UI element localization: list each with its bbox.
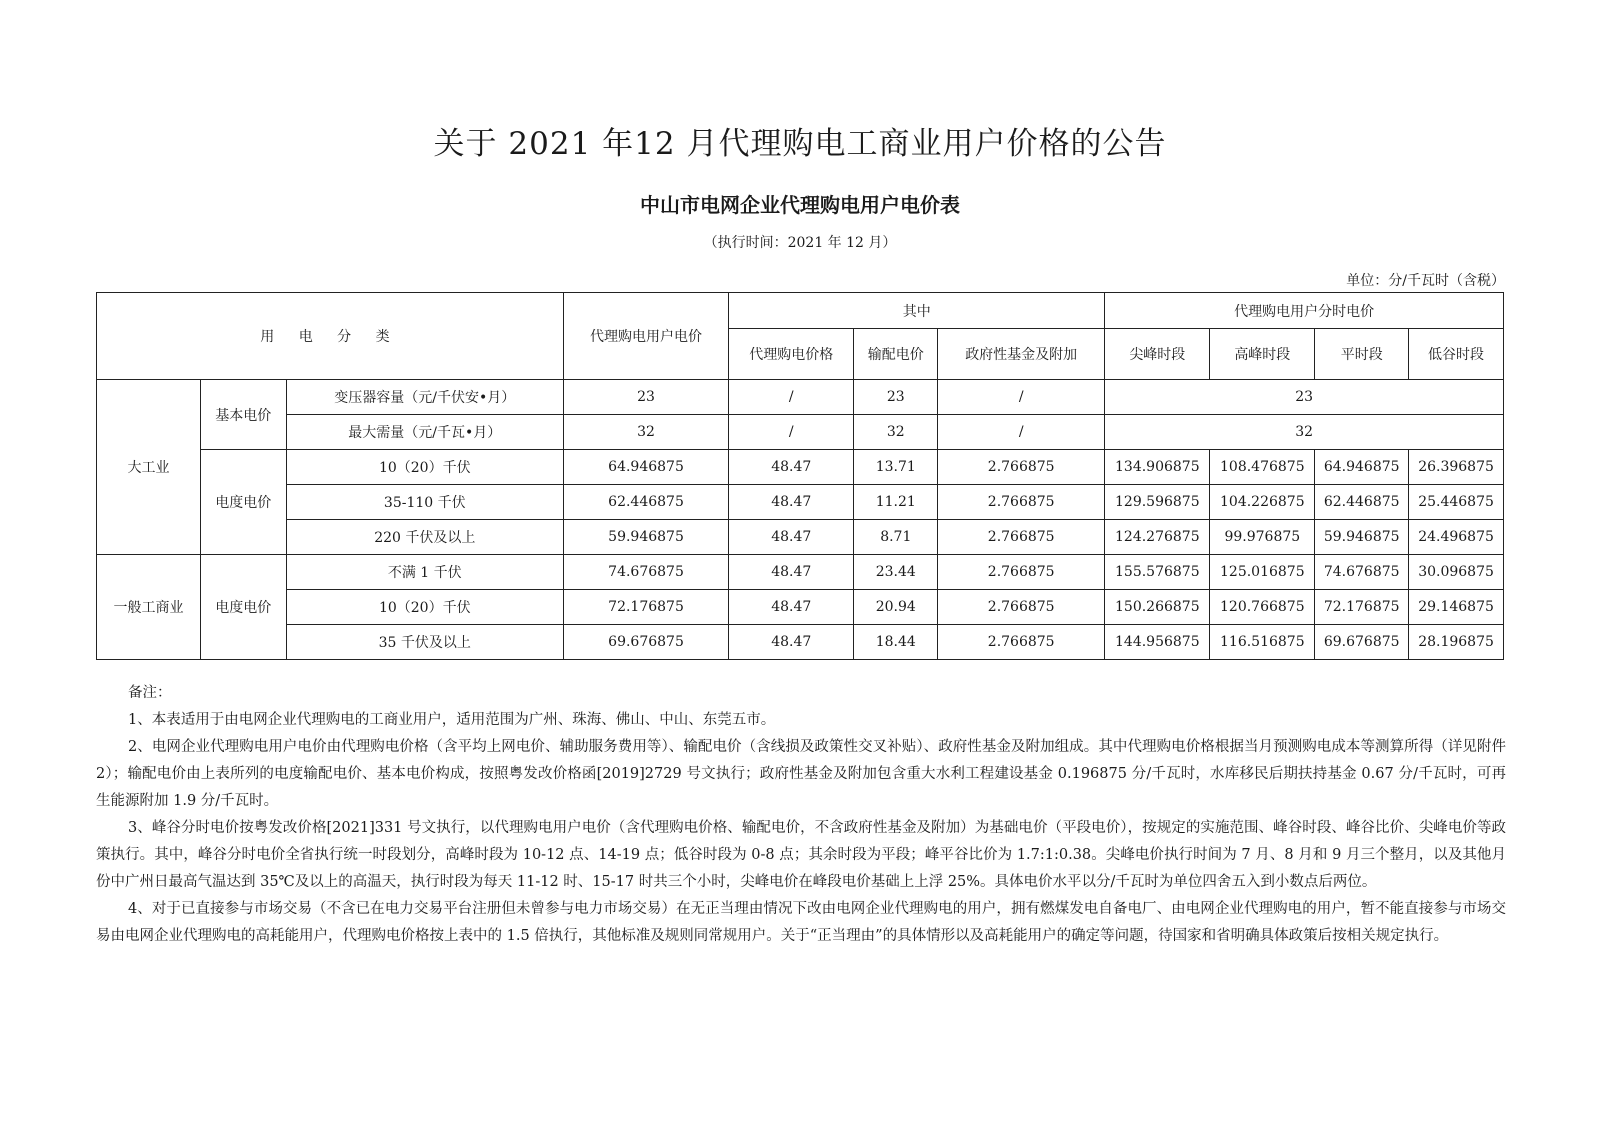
table-row [97, 590, 1504, 625]
cell-user-price: 32 [563, 415, 728, 450]
cell-gov-fund: / [938, 380, 1105, 415]
cell-proxy-price: 48.47 [729, 450, 854, 485]
header-flat: 平时段 [1315, 329, 1409, 380]
cell-transmission: 32 [854, 415, 938, 450]
cell-gov-fund: 2.766875 [938, 520, 1105, 555]
subgroup-energy-price: 电度电价 [200, 450, 286, 555]
cell-transmission: 8.71 [854, 520, 938, 555]
table-row [97, 555, 1504, 590]
cell-proxy-price: 48.47 [729, 520, 854, 555]
cell-proxy-price: 48.47 [729, 590, 854, 625]
cell-gov-fund: / [938, 415, 1105, 450]
cell-sharp-peak: 124.276875 [1105, 520, 1210, 555]
note-item: 1、本表适用于由电网企业代理购电的工商业用户，适用范围为广州、珠海、佛山、中山、东莞五市。 [128, 712, 776, 728]
table-row [97, 520, 1504, 555]
note-item: 4、对于已直接参与市场交易（不含已在电力交易平台注册但未曾参与电力市场交易）在无正当理由情况下改由电网企业代理购电的用户，拥有燃煤发电自备电厂、由电网企业代理购电的用户，暂不能直接参与市场交易由电网企业代理购电的高耗能用户，代理购电价格按上表中的 1.5 倍执行，其他标准及规则同常规用户。关于“正当理由”的具体情形以及高耗能用户的确定等问题，待国家和省明确具体政策后按相关规定执行。 [96, 901, 1506, 944]
cell-transmission: 23 [854, 380, 938, 415]
cell-user-price: 62.446875 [563, 485, 728, 520]
cell-gov-fund: 2.766875 [938, 555, 1105, 590]
row-label: 10（20）千伏 [286, 450, 563, 485]
table-title: 中山市电网企业代理购电用户电价表 [640, 193, 960, 217]
cell-peak: 116.516875 [1210, 625, 1315, 660]
cell-valley: 28.196875 [1409, 625, 1504, 660]
cell-sharp-peak: 134.906875 [1105, 450, 1210, 485]
table-header-row [97, 293, 1504, 329]
cell-sharp-peak: 155.576875 [1105, 555, 1210, 590]
header-sharp-peak: 尖峰时段 [1105, 329, 1210, 380]
cell-gov-fund: 2.766875 [938, 450, 1105, 485]
cell-proxy-price: / [729, 415, 854, 450]
cell-transmission: 18.44 [854, 625, 938, 660]
note-item: 3、峰谷分时电价按粤发改价格[2021]331 号文执行，以代理购电用户电价（含代理购电价格、输配电价，不含政府性基金及附加）为基础电价（平段电价），按规定的实施范围、峰谷时段、峰谷比价、尖峰电价等政策执行。其中，峰谷分时电价全省执行统一时段划分，高峰时段为 10-12 点、14-19 点；低谷时段为 0-8 点；其余时段为平段；峰平谷比价为 1.7:1:0.38。尖峰电价执行时间为 7 月、8 月和 9 月三个整月，以及其他月份中广州日最高气温达到 35℃及以上的高温天，执行时段为每天 11-12 时、15-17 时共三个小时，尖峰电价在峰段电价基础上上浮 25%。具体电价水平以分/千瓦时为单位四舍五入到小数点后两位。 [96, 820, 1506, 890]
row-label: 变压器容量（元/千伏安•月） [286, 380, 563, 415]
header-peak: 高峰时段 [1210, 329, 1315, 380]
group-big-industry: 大工业 [97, 380, 201, 555]
cell-valley: 29.146875 [1409, 590, 1504, 625]
cell-transmission: 11.21 [854, 485, 938, 520]
cell-tou: 23 [1105, 380, 1504, 415]
cell-valley: 24.496875 [1409, 520, 1504, 555]
table-row [97, 380, 1504, 415]
cell-valley: 26.396875 [1409, 450, 1504, 485]
cell-sharp-peak: 150.266875 [1105, 590, 1210, 625]
cell-flat: 62.446875 [1315, 485, 1409, 520]
row-label: 35 千伏及以上 [286, 625, 563, 660]
cell-transmission: 23.44 [854, 555, 938, 590]
cell-peak: 104.226875 [1210, 485, 1315, 520]
cell-user-price: 23 [563, 380, 728, 415]
table-row [97, 415, 1504, 450]
cell-flat: 72.176875 [1315, 590, 1409, 625]
cell-proxy-price: 48.47 [729, 485, 854, 520]
cell-gov-fund: 2.766875 [938, 590, 1105, 625]
cell-peak: 125.016875 [1210, 555, 1315, 590]
notes-title: 备注： [128, 685, 172, 701]
header-of-which: 其中 [729, 293, 1105, 329]
cell-valley: 30.096875 [1409, 555, 1504, 590]
cell-user-price: 64.946875 [563, 450, 728, 485]
cell-valley: 25.446875 [1409, 485, 1504, 520]
cell-sharp-peak: 129.596875 [1105, 485, 1210, 520]
header-category: 用 电 分 类 [97, 293, 564, 380]
cell-flat: 69.676875 [1315, 625, 1409, 660]
cell-peak: 108.476875 [1210, 450, 1315, 485]
row-label: 不满 1 千伏 [286, 555, 563, 590]
notes-section [96, 680, 1506, 950]
cell-peak: 120.766875 [1210, 590, 1315, 625]
cell-user-price: 74.676875 [563, 555, 728, 590]
unit-label: 单位：分/千瓦时（含税） [1346, 273, 1505, 289]
row-label: 35-110 千伏 [286, 485, 563, 520]
cell-user-price: 59.946875 [563, 520, 728, 555]
header-transmission: 输配电价 [854, 329, 938, 380]
note-item: 2、电网企业代理购电用户电价由代理购电价格（含平均上网电价、辅助服务费用等）、输配电价（含线损及政策性交叉补贴）、政府性基金及附加组成。其中代理购电价格根据当月预测购电成本等测算所得（详见附件 2）；输配电价由上表所列的电度输配电价、基本电价构成，按照粤发改价格函[2019]2729 号文执行；政府性基金及附加包含重大水利工程建设基金 0.196875 分/千瓦时，水库移民后期扶持基金 0.67 分/千瓦时，可再生能源附加 1.9 分/千瓦时。 [96, 739, 1506, 809]
cell-proxy-price: / [729, 380, 854, 415]
header-valley: 低谷时段 [1409, 329, 1504, 380]
cell-gov-fund: 2.766875 [938, 625, 1105, 660]
header-user-price: 代理购电用户电价 [563, 293, 728, 380]
header-gov-fund: 政府性基金及附加 [938, 329, 1105, 380]
subgroup-energy-price-general: 电度电价 [200, 555, 286, 660]
cell-user-price: 69.676875 [563, 625, 728, 660]
subgroup-basic-price: 基本电价 [200, 380, 286, 450]
cell-peak: 99.976875 [1210, 520, 1315, 555]
row-label: 220 千伏及以上 [286, 520, 563, 555]
cell-flat: 64.946875 [1315, 450, 1409, 485]
cell-flat: 74.676875 [1315, 555, 1409, 590]
table-row [97, 450, 1504, 485]
cell-transmission: 13.71 [854, 450, 938, 485]
cell-user-price: 72.176875 [563, 590, 728, 625]
header-tou: 代理购电用户分时电价 [1105, 293, 1504, 329]
price-table [96, 292, 1504, 660]
header-proxy-price: 代理购电价格 [729, 329, 854, 380]
row-label: 最大需量（元/千瓦•月） [286, 415, 563, 450]
cell-tou: 32 [1105, 415, 1504, 450]
cell-proxy-price: 48.47 [729, 625, 854, 660]
cell-transmission: 20.94 [854, 590, 938, 625]
cell-flat: 59.946875 [1315, 520, 1409, 555]
group-general: 一般工商业 [97, 555, 201, 660]
cell-sharp-peak: 144.956875 [1105, 625, 1210, 660]
execution-time: （执行时间：2021 年 12 月） [703, 235, 897, 251]
cell-gov-fund: 2.766875 [938, 485, 1105, 520]
table-row [97, 625, 1504, 660]
table-row [97, 485, 1504, 520]
page-title: 关于 2021 年12 月代理购电工商业用户价格的公告 [433, 126, 1167, 162]
row-label: 10（20）千伏 [286, 590, 563, 625]
cell-proxy-price: 48.47 [729, 555, 854, 590]
